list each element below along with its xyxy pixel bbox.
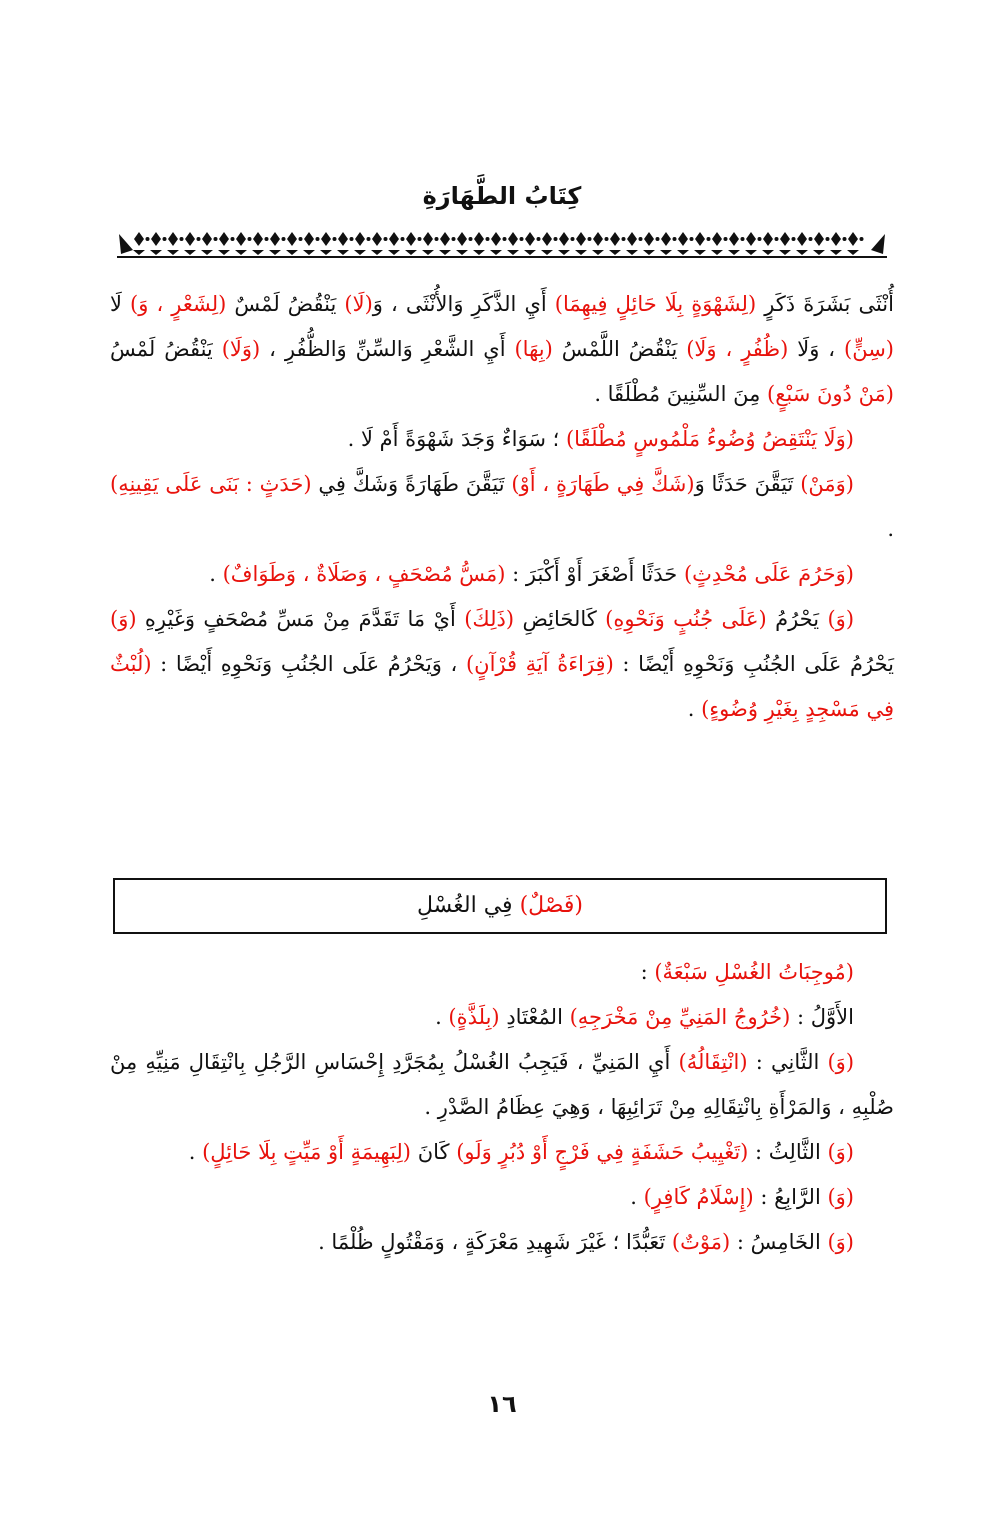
ornament-dot [333,237,337,241]
ornament-unit [728,232,740,255]
ornament-unit [575,232,587,255]
ornament-dot [163,237,167,241]
text-run: ، وَيَحْرُمُ عَلَى الجُنُبِ وَنَحْوِهِ أَيْضًا : [151,652,466,676]
ornament-unit [813,232,825,255]
section-heading-label: (فَصْلٌ) [519,893,583,918]
ornament-dot [690,237,694,241]
matn-text: (بِلَذَّةٍ) [448,1005,500,1029]
ornament-unit [507,232,519,255]
paragraph [110,462,894,552]
text-run: ؛ سَوَاءٌ وَجَدَ شَهْوَةً أَمْ لَا . [347,427,566,451]
matn-text: (مَنْ دُونَ سَبْعٍ) [767,382,894,406]
ornament-unit [796,232,808,255]
matn-text: (شَكَّ فِي طَهَارَةٍ ، أَوْ) [511,472,695,496]
text-run: تَعَبُّدًا ؛ غَيْرَ شَهِيدِ مَعْرَكَةٍ ، وَمَقْتُولٍ ظُلْمًا . [318,1230,672,1254]
ornament-unit [201,232,213,255]
ornament-unit [473,232,485,255]
ornament-unit [269,232,281,255]
matn-text: (لِبَهِيمَةٍ أَوْ مَيِّتٍ بِلَا حَائِلٍ) [202,1140,412,1164]
text-run: . [887,517,894,541]
text-run: تَيَقَّنَ طَهَارَةً وَشَكَّ فِي [311,472,512,496]
matn-text: (وَلَا يَنْتَقِضُ وُضُوءُ مَلْمُوسٍ مُطْلَقًا) [565,427,854,451]
ornament-unit [439,232,451,255]
ornament-unit [711,232,723,255]
text-run: كَالحَائِضِ [514,607,606,631]
section-heading-box [113,878,887,934]
text-run: . [188,1140,203,1164]
ornament-unit [524,232,536,255]
ornament-dot [180,237,184,241]
ornament-dot [809,237,813,241]
text-run: : [640,960,655,984]
ornament-unit [320,232,332,255]
ornament-unit [150,232,162,255]
text-run: لَا [110,292,131,316]
section-ghusl-text [110,950,894,1265]
text-run: أُنْثَى بَشَرَةَ ذَكَرٍ [756,292,894,316]
matn-text: (عَلَى جُنُبٍ وَنَحْوِهِ) [605,607,767,631]
paragraph [110,1220,894,1265]
matn-text: (لُبْثٌ فِي مَسْجِدٍ بِغَيْرِ وُضُوءٍ) [110,652,894,721]
ornament-unit [762,232,774,255]
ornamental-divider [117,226,887,260]
ornament-dot [707,237,711,241]
ornament-dot [571,237,575,241]
matn-text: (وَ) [827,1185,854,1209]
ornament-dot [197,237,201,241]
ornament-unit [847,232,859,255]
text-run: أَيِ الذَّكَرِ وَالأُنْثَى ، وَ [372,292,555,316]
matn-text: (مُوجِبَاتُ الغُسْلِ سَبْعَةٌ) [654,960,854,984]
matn-text: (وَ) [827,607,855,631]
matn-text: (انْتِقَالُهُ) [678,1050,748,1074]
text-run: ، وَلَا [788,337,845,361]
matn-text: (بِهَا) [514,337,553,361]
ornament-dot [724,237,728,241]
paragraph [110,597,894,732]
ornament-dot [214,237,218,241]
ornament-unit [405,232,417,255]
ornament-dot [435,237,439,241]
matn-text: (وَلَا) [221,337,261,361]
matn-text: (تَغْيِيبُ حَشَفَةٍ فِي فَرْجٍ أَوْ دُبُرٍ وَلَو) [456,1140,749,1164]
ornament-dot [758,237,762,241]
matn-text: (وَمَنْ) [800,472,854,496]
ornament-dot [775,237,779,241]
matn-text: (ذَلِكَ) [464,607,515,631]
ornament-dot [299,237,303,241]
ornament-dot [673,237,677,241]
ornament-unit [694,232,706,255]
text-run: . [630,1185,644,1209]
ornament-unit [456,232,468,255]
text-run: يَنْقُضُ لَمْسُ [110,337,222,361]
matn-text: (مَوْتٌ) [671,1230,731,1254]
ornament-unit [252,232,264,255]
text-run: يَحْرُمُ عَلَى الجُنُبِ وَنَحْوِهِ أَيْضًا : [613,652,894,676]
ornament-unit [133,232,145,255]
ornament-dot [231,237,235,241]
ornament-dot [401,237,405,241]
ornament-dot [316,237,320,241]
matn-text: (خُرُوجُ المَنِيِّ مِنْ مَخْرَجِهِ) [569,1005,791,1029]
text-run: يَنْقُضُ اللَّمْسُ [552,337,687,361]
paragraph [110,1175,894,1220]
text-run: الثَّانِي : [747,1050,828,1074]
page-title: كِتَابُ الطَّهَارَةِ [422,182,582,210]
matn-text: (وَ) [110,607,137,631]
ornament-unit [677,232,689,255]
text-run: الأَوَّلُ : [790,1005,854,1029]
text-run: حَدَثًا أَصْغَرَ أَوْ أَكْبَرَ : [505,562,684,586]
ornament-dot [350,237,354,241]
ornament-dot [826,237,830,241]
paragraph [110,950,894,995]
matn-text: (لَا) [344,292,373,316]
paragraph [110,995,894,1040]
text-run: مِنَ السِّنِينَ مُطْلَقًا . [594,382,767,406]
matn-text: (وَ) [827,1140,854,1164]
ornament-dot [605,237,609,241]
ornament-unit [235,232,247,255]
text-run: أَيِ المَنِيِّ ، فَيَجِبُ الغُسْلُ بِمُجَرَّدِ إِحْسَاسِ الرَّجُلِ بِانْتِقَالِ مَنِيِّهِ مِنْ صُلْبِهِ ، وَالمَرْأَةِ بِانْتِقَالِهِ مِنْ تَرَائِبِهَا ، وَهِيَ عِظَامُ الصَّدْرِ . [110,1050,894,1119]
ornament-dot [503,237,507,241]
paragraph [110,417,894,462]
ornament-unit [830,232,842,255]
text-run: كَانَ [411,1140,457,1164]
ornament-unit [592,232,604,255]
ornament-dot [486,237,490,241]
ornament-dot [367,237,371,241]
text-run: أَيْ مَا تَقَدَّمَ مِنْ مَسِّ مُصْحَفٍ وَغَيْرِهِ [136,607,465,631]
matn-text: (مَسُّ مُصْحَفٍ ، وَصَلَاةٌ ، وَطَوَافٌ) [222,562,506,586]
ornament-dot [656,237,660,241]
ornament-dot [639,237,643,241]
paragraph [110,282,894,417]
ornament-unit [184,232,196,255]
text-run: المُعْتَادِ [499,1005,570,1029]
text-run: تَيَقَّنَ حَدَثًا وَ [694,472,801,496]
ornament-dot [520,237,524,241]
ornament-dot [741,237,745,241]
text-run: الرَّابِعُ : [753,1185,828,1209]
text-run: الثَّالِثُ : [748,1140,828,1164]
matn-text: (وَ) [827,1230,854,1254]
ornament-dot [282,237,286,241]
ornament-unit [609,232,621,255]
ornament-dot [537,237,541,241]
text-run: يَحْرُمُ [766,607,828,631]
ornament-dot [622,237,626,241]
ornament-unit [354,232,366,255]
ornament-dot [146,237,150,241]
matn-text: (قِرَاءَةُ آيَةِ قُرْآنٍ) [465,652,614,676]
paragraph [110,1130,894,1175]
ornament-dot [843,237,847,241]
ornament-dot [418,237,422,241]
page-number: ١٦ [487,1390,517,1418]
text-run: يَنْقُضُ لَمْسٌ [226,292,345,316]
matn-text: (وَحَرُمَ عَلَى مُحْدِثٍ) [683,562,854,586]
ornament-unit [626,232,638,255]
ornament-unit [422,232,434,255]
matn-text: (لِشَهْوَةٍ بِلَا حَائِلٍ فِيهِمَا) [554,292,757,316]
ornament-unit [660,232,672,255]
ornament-dot [452,237,456,241]
matn-text: (وَ) [827,1050,855,1074]
ornament-dot [248,237,252,241]
ornament-dot [469,237,473,241]
ornament-dot [384,237,388,241]
ornament-unit [490,232,502,255]
ornament-unit [218,232,230,255]
ornament-unit [643,232,655,255]
text-run: أَيِ الشَّعْرِ وَالسِّنِّ وَالظُّفُرِ ، [260,337,515,361]
ornament-unit [388,232,400,255]
ornament-unit [337,232,349,255]
ornament-dot [265,237,269,241]
ornament-unit [167,232,179,255]
paragraph [110,1040,894,1130]
matn-text: (ظُفُرٍ ، وَلَا) [686,337,789,361]
ornament-unit [303,232,315,255]
text-run: . [435,1005,449,1029]
ornament-dot [792,237,796,241]
ornament-dot [860,237,864,241]
text-run: . [209,562,223,586]
ornament-unit [779,232,791,255]
text-run: الخَامِسُ : [730,1230,828,1254]
matn-text: (سِنٍّ) [844,337,894,361]
ornament-unit [541,232,553,255]
ornament-unit [286,232,298,255]
ornament-unit [745,232,757,255]
ornament-dot [588,237,592,241]
matn-text: (إِسْلَامُ كَافِرٍ) [643,1185,754,1209]
ornament-unit [558,232,570,255]
section-heading-title: فِي الغُسْلِ [417,893,520,918]
text-run: . [687,697,702,721]
ornament-unit [371,232,383,255]
section-taharah-text [110,282,894,732]
matn-text: (لِشَعْرٍ ، وَ) [130,292,227,316]
ornament-dot [554,237,558,241]
matn-text: (حَدَثٍ : بَنَى عَلَى يَقِينِهِ) [110,472,312,496]
paragraph [110,552,894,597]
